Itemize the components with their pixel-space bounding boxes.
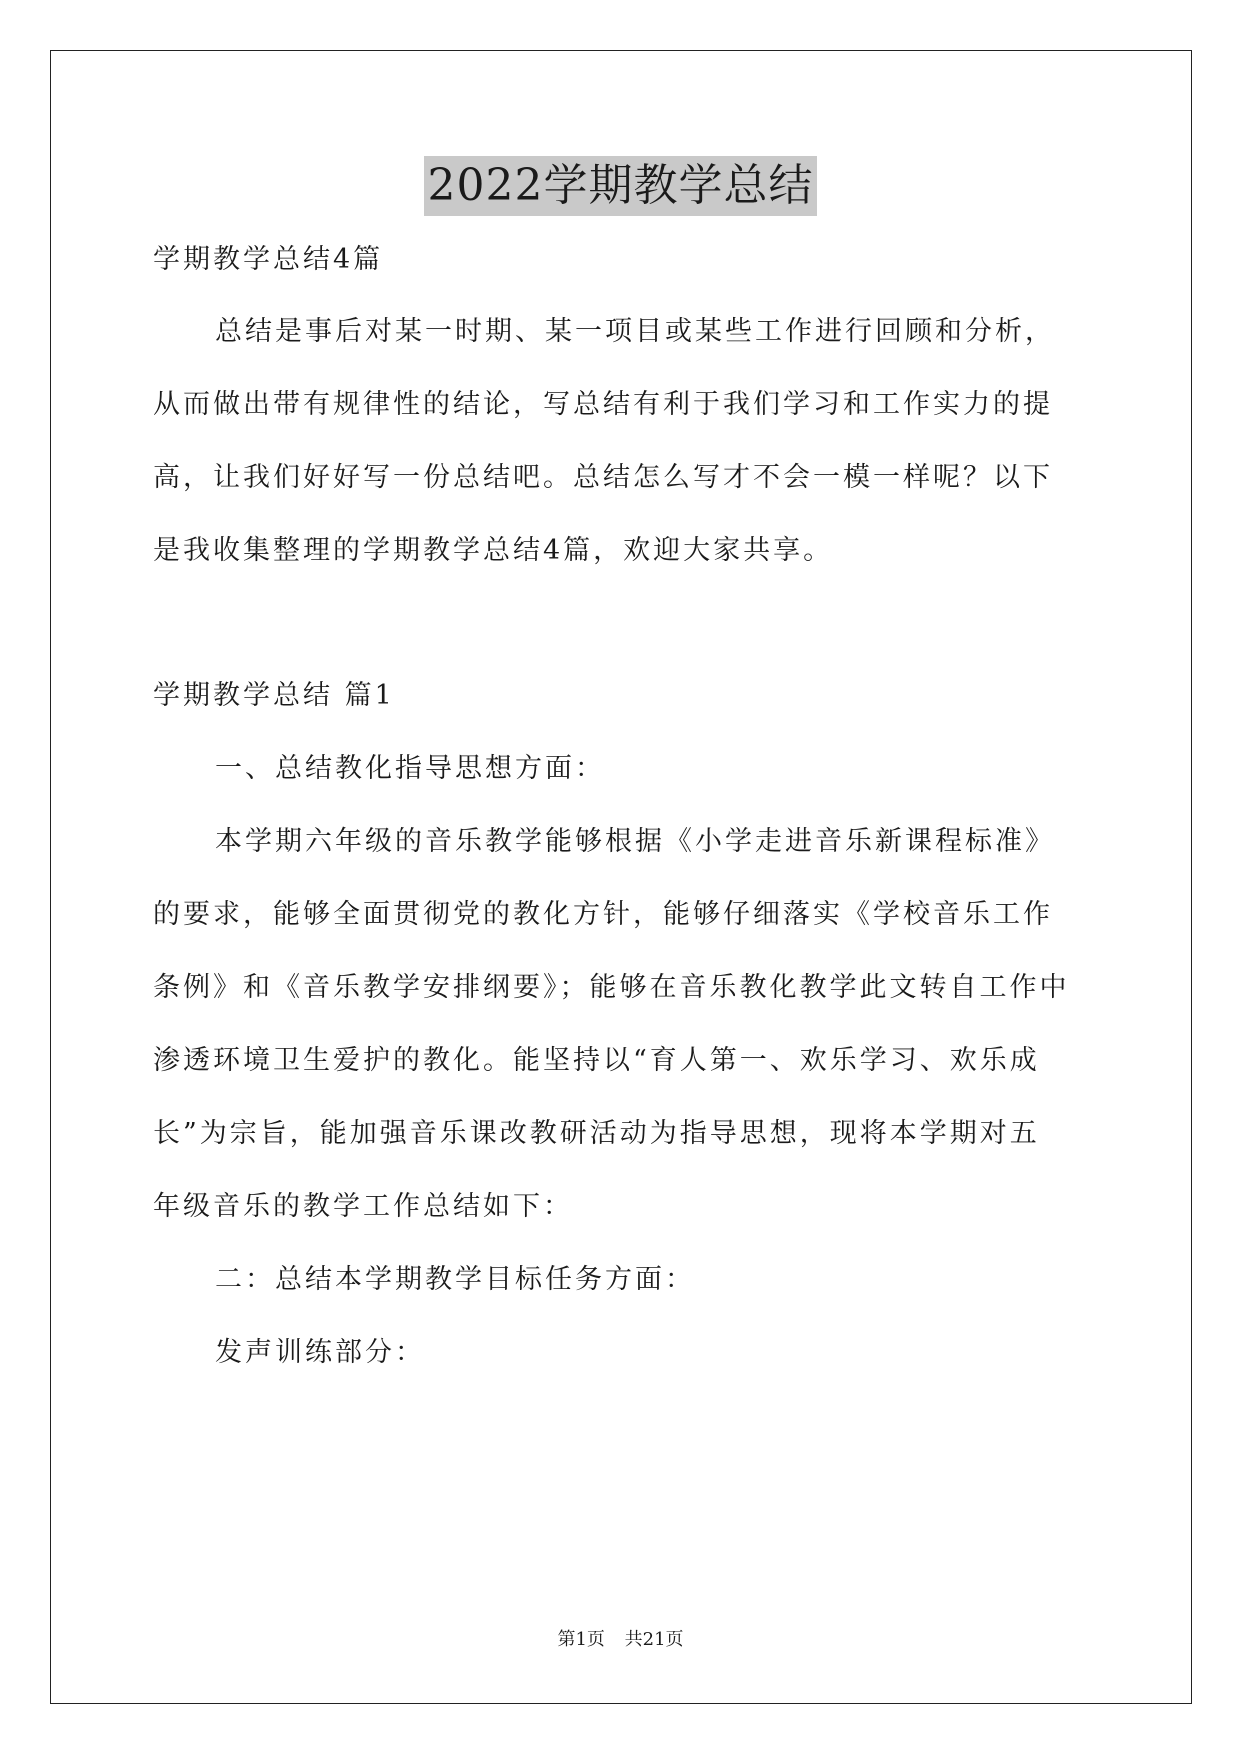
- heading-3: 发声训练部分：: [215, 1337, 425, 1368]
- para1-line-5: 长”为宗旨，能加强音乐课改教研活动为指导思想，现将本学期对五: [153, 1118, 1040, 1149]
- para1-line-1: 本学期六年级的音乐教学能够根据《小学走进音乐新课程标准》: [215, 826, 1055, 857]
- page-total: 共21页: [624, 1629, 684, 1650]
- subtitle: 学期教学总结4篇: [153, 244, 384, 275]
- heading-2: 二：总结本学期教学目标任务方面：: [215, 1264, 695, 1295]
- intro-line-4: 是我收集整理的学期教学总结4篇，欢迎大家共享。: [153, 535, 834, 566]
- page-border: [50, 50, 1192, 1704]
- heading-1: 一、总结教化指导思想方面：: [215, 753, 605, 784]
- title-wrap: [0, 156, 1241, 216]
- page-number: 第1页: [557, 1629, 605, 1650]
- intro-line-3: 高，让我们好好写一份总结吧。总结怎么写才不会一模一样呢？以下: [153, 462, 1053, 493]
- intro-line-2: 从而做出带有规律性的结论，写总结有利于我们学习和工作实力的提: [153, 389, 1053, 420]
- para1-line-6: 年级音乐的教学工作总结如下：: [153, 1191, 573, 1222]
- intro-line-1: 总结是事后对某一时期、某一项目或某些工作进行回顾和分析，: [215, 316, 1055, 347]
- para1-line-4: 渗透环境卫生爱护的教化。能坚持以“育人第一、欢乐学习、欢乐成: [153, 1045, 1040, 1076]
- para1-line-3: 条例》和《音乐教学安排纲要》；能够在音乐教化教学此文转自工作中: [153, 972, 1070, 1003]
- page-footer: [0, 1628, 1241, 1652]
- document-title: 2022学期教学总结: [424, 156, 818, 216]
- section-heading: 学期教学总结 篇1: [153, 680, 395, 711]
- para1-line-2: 的要求，能够全面贯彻党的教化方针，能够仔细落实《学校音乐工作: [153, 899, 1053, 930]
